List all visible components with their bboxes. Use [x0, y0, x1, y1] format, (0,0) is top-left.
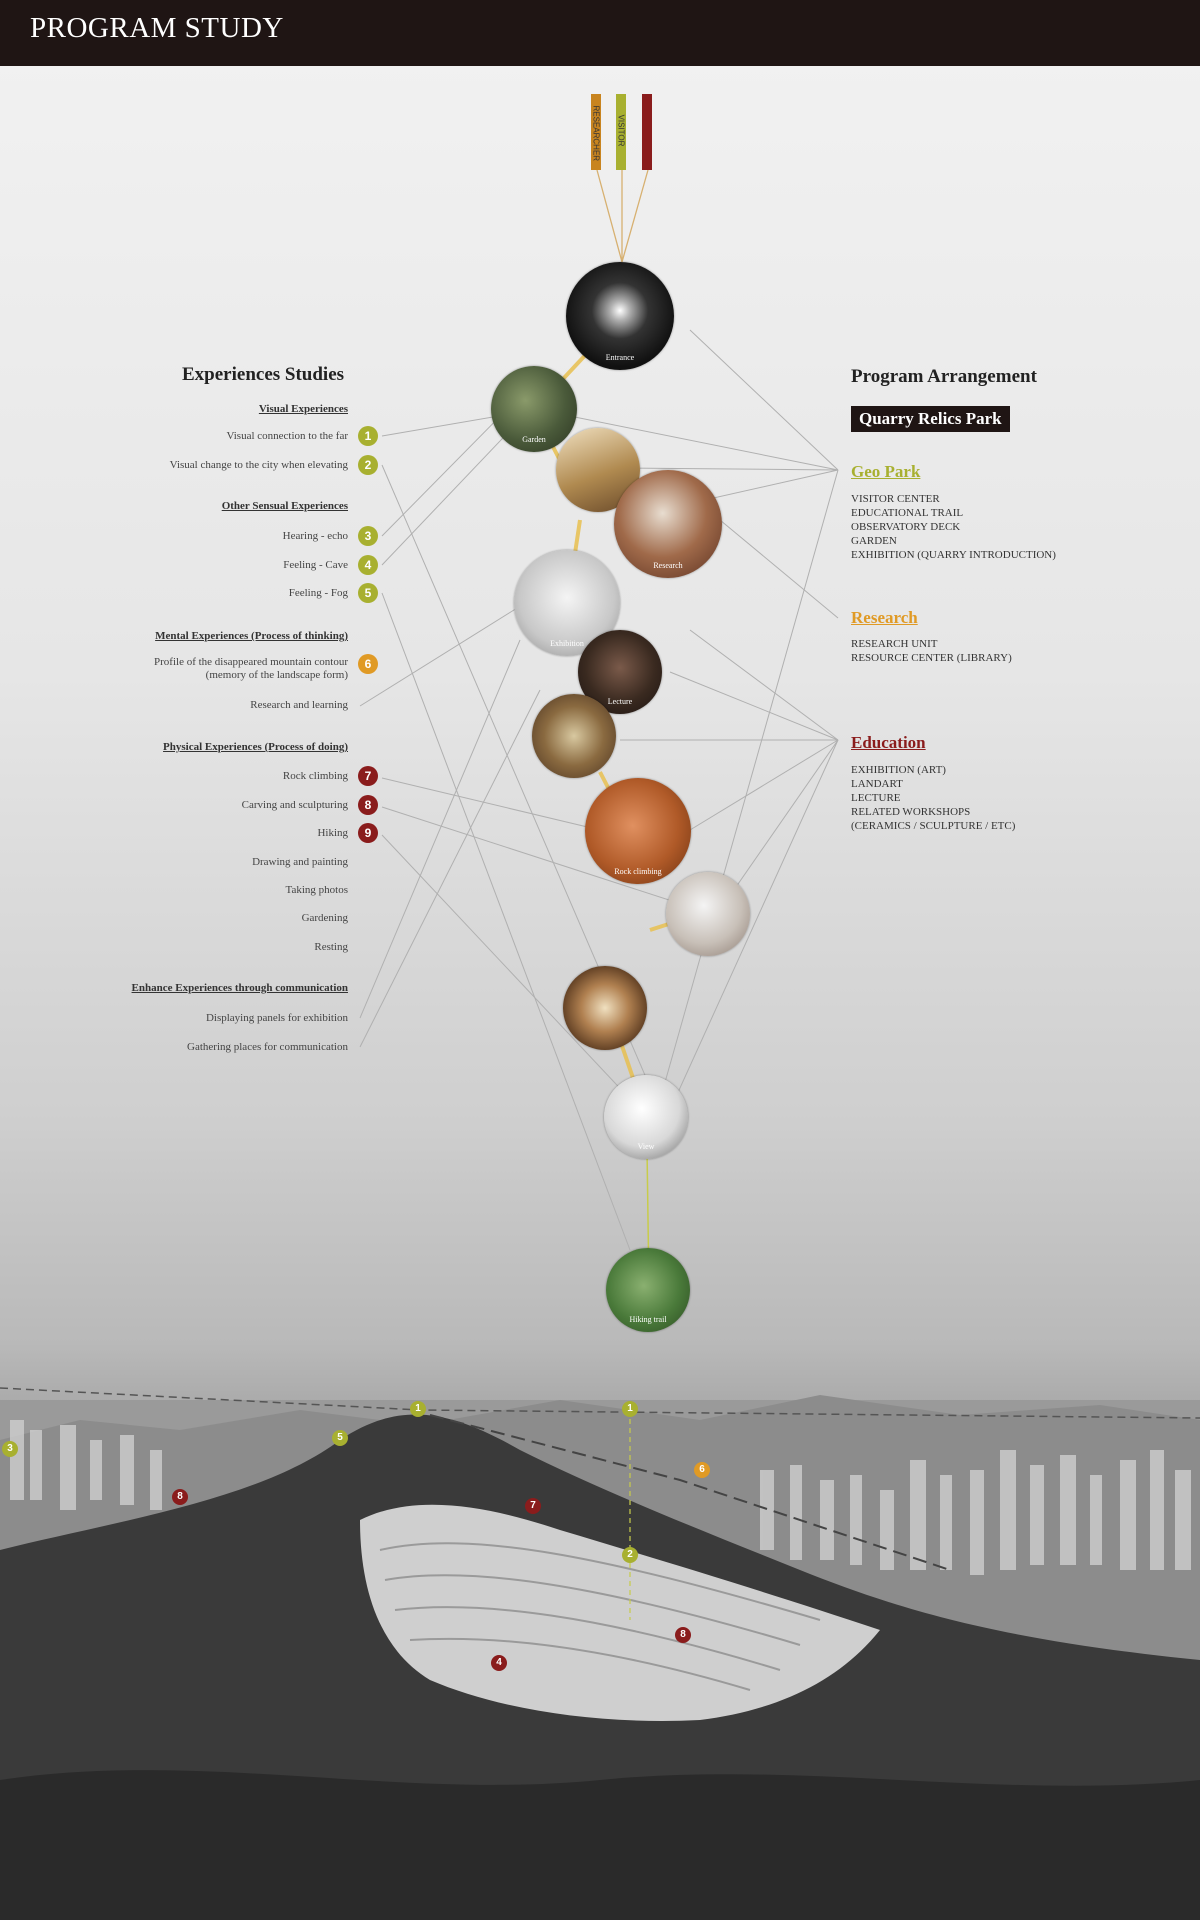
section-education: Education [851, 733, 926, 752]
view-photo: View [604, 1075, 688, 1159]
experience-item: Visual change to the city when elevating [169, 459, 348, 471]
exhibition-photo: Exhibition [514, 550, 620, 656]
badge-1: 1 [358, 426, 378, 446]
category-physical: Physical Experiences (Process of doing) [163, 741, 348, 753]
map-marker-1: 1 [410, 1401, 426, 1417]
tag-researcher: RESEARCHER [591, 94, 601, 170]
experience-item: Feeling - Cave [283, 559, 348, 571]
map-marker-6: 6 [694, 1462, 710, 1478]
category-communication: Enhance Experiences through communication [131, 982, 348, 994]
map-marker-5: 5 [332, 1430, 348, 1446]
program-item: RESEARCH UNIT [851, 638, 938, 650]
experience-item: Hiking [317, 827, 348, 839]
experiences-heading: Experiences Studies [182, 364, 345, 385]
map-marker-1b: 1 [622, 1401, 638, 1417]
program-item: RELATED WORKSHOPS [851, 806, 971, 818]
program-item: LANDART [851, 778, 903, 790]
hiking-photo: Hiking trail [606, 1248, 690, 1332]
experience-item: Displaying panels for exhibition [205, 1012, 348, 1024]
section-geo-park: Geo Park [851, 462, 921, 481]
quarry-park-label: Quarry Relics Park [851, 406, 1010, 432]
pottery-photo [563, 966, 647, 1050]
garden-photo: Garden [491, 366, 577, 452]
map-marker-8: 8 [172, 1489, 188, 1505]
experience-item: Gardening [301, 912, 348, 924]
badge-6: 6 [358, 654, 378, 674]
map-marker-2: 2 [622, 1547, 638, 1563]
research-photo: Research [614, 470, 722, 578]
experience-item-line2: (memory of the landscape form) [205, 669, 348, 681]
badge-9: 9 [358, 823, 378, 843]
map-marker-4: 4 [491, 1655, 507, 1671]
experience-item: Research and learning [250, 699, 348, 711]
category-mental: Mental Experiences (Process of thinking) [155, 630, 348, 642]
tag-visitor: VISITOR [616, 94, 626, 170]
experience-item: Drawing and painting [252, 856, 348, 868]
map-marker-3: 3 [2, 1441, 18, 1457]
experience-item: Taking photos [285, 884, 348, 896]
program-item: RESOURCE CENTER (LIBRARY) [851, 652, 1012, 664]
program-item: EXHIBITION (QUARRY INTRODUCTION) [851, 549, 1056, 561]
experience-item: Rock climbing [282, 770, 348, 782]
hall-photo [532, 694, 616, 778]
category-other-sensual: Other Sensual Experiences [221, 500, 348, 512]
experience-item: Carving and sculpturing [241, 799, 348, 811]
entrance-photo: Entrance [566, 262, 674, 370]
experience-item: Hearing - echo [282, 530, 348, 542]
map-marker-8b: 8 [675, 1627, 691, 1643]
category-visual: Visual Experiences [258, 403, 348, 415]
program-item: VISITOR CENTER [851, 493, 940, 505]
page-title: PROGRAM STUDY [30, 12, 284, 44]
experience-item: Gathering places for communication [187, 1041, 348, 1053]
rock-climbing-photo: Rock climbing [585, 778, 691, 884]
program-heading: Program Arrangement [851, 366, 1037, 387]
badge-2: 2 [358, 455, 378, 475]
badge-8: 8 [358, 795, 378, 815]
experience-item: Feeling - Fog [288, 587, 348, 599]
badge-7: 7 [358, 766, 378, 786]
section-research: Research [851, 608, 918, 627]
program-item: (CERAMICS / SCULPTURE / ETC) [851, 820, 1016, 832]
map-marker-7: 7 [525, 1498, 541, 1514]
experience-item: Visual connection to the far [226, 430, 348, 442]
tag-educator [642, 94, 652, 170]
experience-item: Resting [314, 941, 348, 953]
lecture-photo: Lecture [578, 630, 662, 714]
badge-4: 4 [358, 555, 378, 575]
program-item: EXHIBITION (ART) [851, 764, 946, 776]
badge-3: 3 [358, 526, 378, 546]
program-item: LECTURE [851, 792, 901, 804]
program-item: EDUCATIONAL TRAIL [851, 507, 964, 519]
sculpture-photo [666, 872, 750, 956]
badge-5: 5 [358, 583, 378, 603]
program-item: GARDEN [851, 535, 897, 547]
program-item: OBSERVATORY DECK [851, 521, 961, 533]
experience-item: Profile of the disappeared mountain contour [154, 656, 348, 668]
